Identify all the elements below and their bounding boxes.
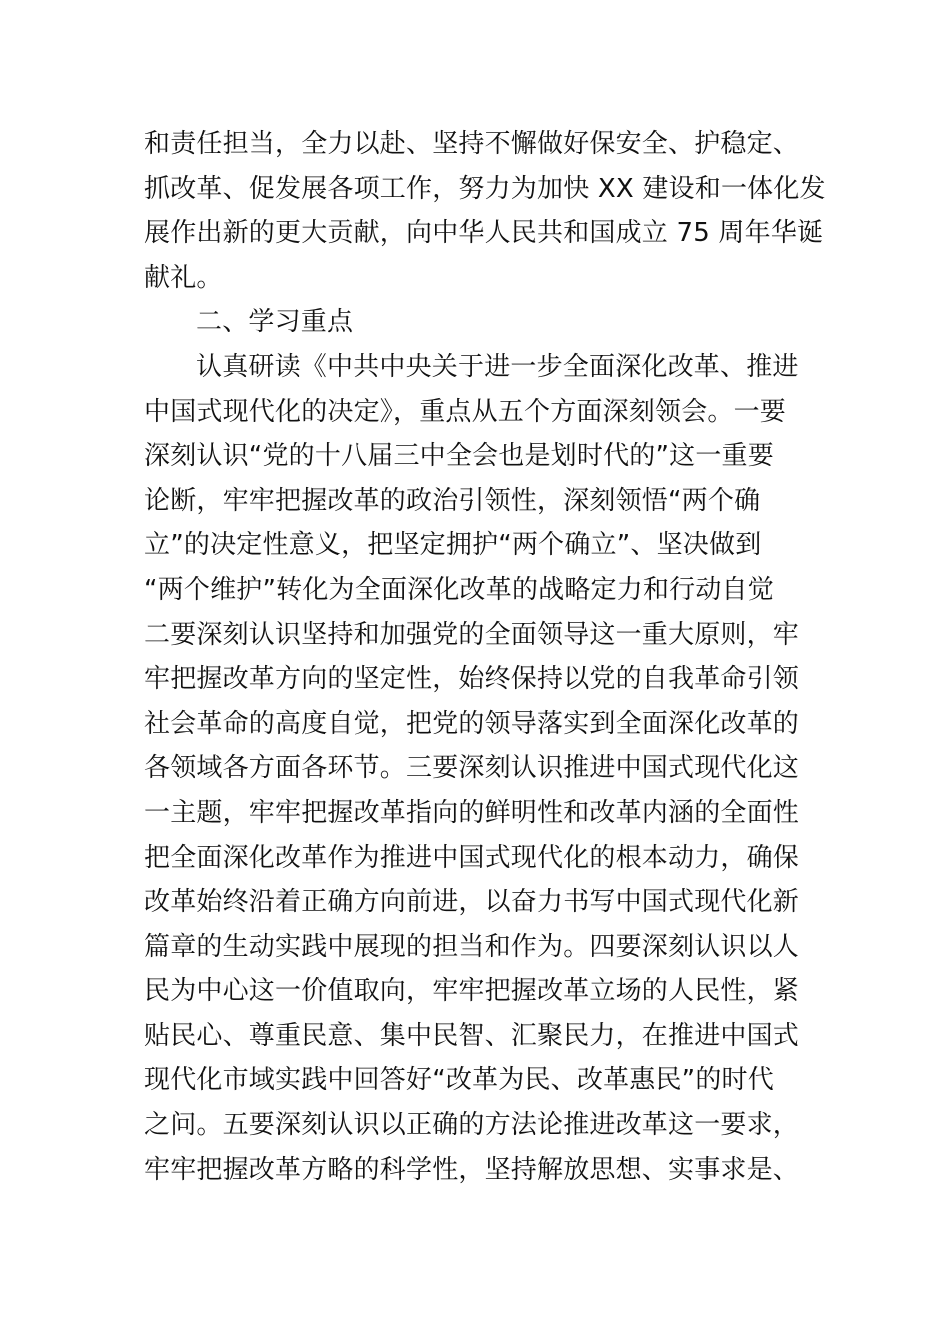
text-line: 中国式现代化的决定》，重点从五个方面深刻领会。一要: [144, 396, 787, 427]
text-line: 把全面深化改革作为推进中国式现代化的根本动力，确保: [144, 842, 800, 873]
text-line: 一主题，牢牢把握改革指向的鲜明性和改革内涵的全面性: [144, 797, 800, 828]
text-line: 和责任担当，全力以赴、坚持不懈做好保安全、护稳定、: [144, 129, 800, 159]
text-line: 展作出新的更大贡献，向中华人民共和国成立 75 周年华诞: [144, 218, 824, 249]
text-line: 民为中心这一价值取向，牢牢把握改革立场的人民性，紧: [144, 976, 800, 1007]
text-line: 论断，牢牢把握改革的政治引领性，深刻领悟“两个确: [144, 485, 761, 516]
text-line: 牢牢把握改革方略的科学性，坚持解放思想、实事求是、: [144, 1154, 800, 1185]
text-line: 现代化市域实践中回答好“改革为民、改革惠民”的时代: [144, 1065, 774, 1096]
text-line: 改革始终沿着正确方向前进，以奋力书写中国式现代化新: [144, 887, 800, 918]
text-line: “两个维护”转化为全面深化改革的战略定力和行动自觉: [144, 574, 774, 605]
text-line: 牢把握改革方向的坚定性，始终保持以党的自我革命引领: [144, 664, 800, 695]
text-line: 献礼。: [144, 262, 223, 293]
text-line: 社会革命的高度自觉，把党的领导落实到全面深化改革的: [144, 708, 800, 739]
text-line: 之问。五要深刻认识以正确的方法论推进改革这一要求，: [144, 1110, 800, 1141]
text-line: 贴民心、尊重民意、集中民智、汇聚民力，在推进中国式: [144, 1020, 800, 1051]
text-line: 二要深刻认识坚持和加强党的全面领导这一重大原则，牢: [144, 619, 800, 650]
section-heading: 二、学习重点: [196, 307, 354, 338]
text-line: 篇章的生动实践中展现的担当和作为。四要深刻认识以人: [144, 931, 800, 962]
text-line: 各领域各方面各环节。三要深刻认识推进中国式现代化这: [144, 753, 800, 784]
text-line: 深刻认识“党的十八届三中全会也是划时代的”这一重要: [144, 441, 774, 472]
paragraph-first-line: 认真研读《中共中央关于进一步全面深化改革、推进: [196, 351, 799, 382]
text-line: 抓改革、促发展各项工作，努力为加快 XX 建设和一体化发: [144, 173, 826, 204]
body-text: [144, 122, 826, 1192]
text-line: 立”的决定性意义，把坚定拥护“两个确立”、坚决做到: [144, 530, 762, 561]
